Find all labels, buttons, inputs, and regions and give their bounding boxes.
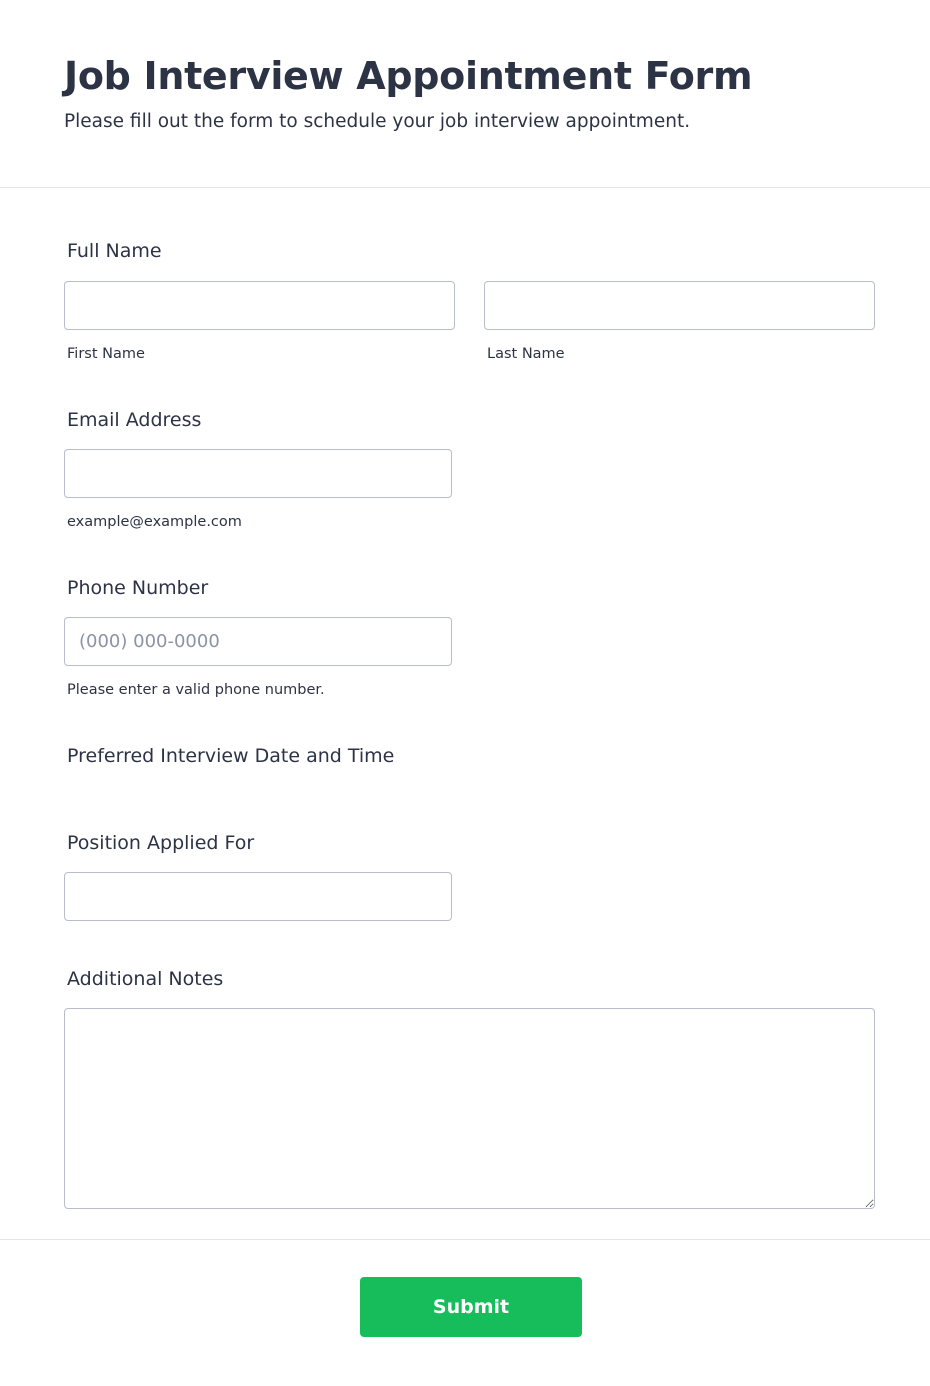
interview-datetime-label: Preferred Interview Date and Time xyxy=(67,745,395,767)
first-name-sublabel: First Name xyxy=(67,346,145,362)
footer-divider xyxy=(0,1239,930,1240)
form-subtitle: Please fill out the form to schedule your job interview appointment. xyxy=(64,111,691,132)
phone-sublabel: Please enter a valid phone number. xyxy=(67,682,325,698)
position-input[interactable] xyxy=(64,872,452,921)
position-label: Position Applied For xyxy=(67,832,255,854)
first-name-input[interactable] xyxy=(64,281,455,330)
last-name-input[interactable] xyxy=(484,281,875,330)
notes-label: Additional Notes xyxy=(67,968,224,990)
submit-button[interactable]: Submit xyxy=(360,1277,582,1337)
form-header xyxy=(0,0,930,188)
full-name-label: Full Name xyxy=(67,240,162,262)
notes-textarea[interactable] xyxy=(64,1008,875,1209)
email-input[interactable] xyxy=(64,449,452,498)
email-label: Email Address xyxy=(67,409,202,431)
phone-input[interactable] xyxy=(64,617,452,666)
last-name-sublabel: Last Name xyxy=(487,346,565,362)
email-sublabel: example@example.com xyxy=(67,514,242,530)
phone-label: Phone Number xyxy=(67,577,209,599)
form-title: Job Interview Appointment Form xyxy=(64,54,753,98)
